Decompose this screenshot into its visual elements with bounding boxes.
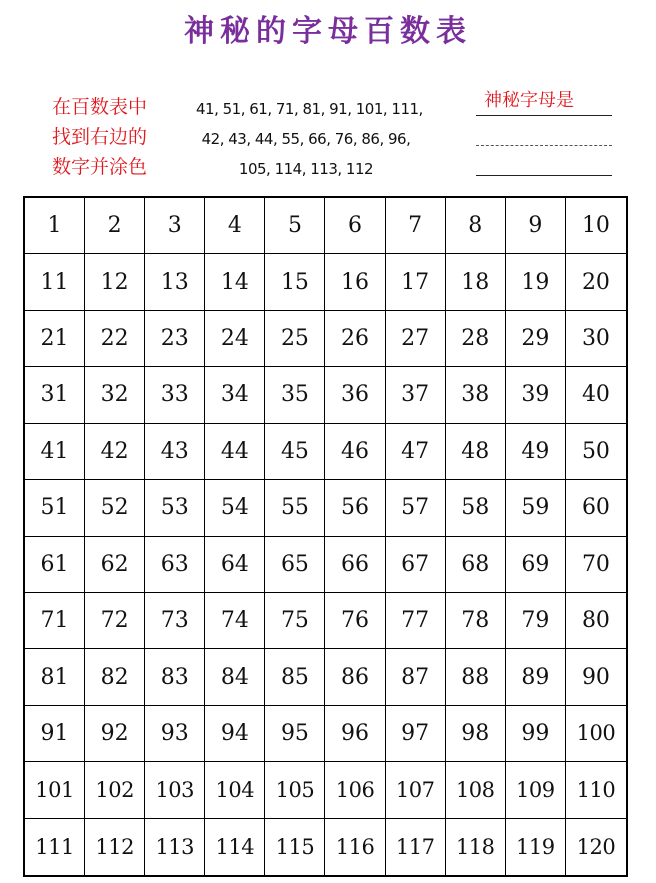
grid-cell[interactable]: 115 (265, 819, 325, 875)
grid-cell[interactable]: 85 (265, 649, 325, 705)
grid-cell[interactable]: 111 (25, 819, 85, 875)
numbers-line: 41, 51, 61, 71, 81, 91, 101, 111, (196, 100, 423, 118)
grid-cell[interactable]: 18 (446, 254, 506, 310)
grid-cell[interactable]: 51 (25, 480, 85, 536)
grid-cell[interactable]: 117 (386, 819, 446, 875)
grid-cell[interactable]: 38 (446, 367, 506, 423)
grid-cell[interactable]: 73 (145, 593, 205, 649)
grid-cell[interactable]: 54 (205, 480, 265, 536)
grid-cell[interactable]: 96 (325, 706, 385, 762)
grid-cell[interactable]: 109 (506, 762, 566, 818)
grid-cell[interactable]: 50 (566, 424, 626, 480)
numbers-line: 42, 43, 44, 55, 66, 76, 86, 96, (201, 130, 411, 148)
grid-cell[interactable]: 39 (506, 367, 566, 423)
grid-cell[interactable]: 81 (25, 649, 85, 705)
grid-cell[interactable]: 95 (265, 706, 325, 762)
grid-cell[interactable]: 13 (145, 254, 205, 310)
grid-cell[interactable]: 108 (446, 762, 506, 818)
grid-cell[interactable]: 34 (205, 367, 265, 423)
grid-cell[interactable]: 55 (265, 480, 325, 536)
grid-cell[interactable]: 110 (566, 762, 626, 818)
grid-cell[interactable]: 52 (85, 480, 145, 536)
grid-cell[interactable]: 72 (85, 593, 145, 649)
grid-cell[interactable]: 102 (85, 762, 145, 818)
grid-cell[interactable]: 5 (265, 198, 325, 254)
grid-cell[interactable]: 68 (446, 537, 506, 593)
grid-cell[interactable]: 94 (205, 706, 265, 762)
grid-cell[interactable]: 104 (205, 762, 265, 818)
grid-cell[interactable]: 88 (446, 649, 506, 705)
grid-cell[interactable]: 2 (85, 198, 145, 254)
grid-cell[interactable]: 35 (265, 367, 325, 423)
grid-cell[interactable]: 91 (25, 706, 85, 762)
grid-cell[interactable]: 4 (205, 198, 265, 254)
grid-cell[interactable]: 67 (386, 537, 446, 593)
hundred-chart-grid (23, 196, 628, 877)
grid-cell[interactable]: 106 (325, 762, 385, 818)
grid-cell[interactable]: 53 (145, 480, 205, 536)
grid-cell[interactable]: 27 (386, 311, 446, 367)
grid-cell[interactable]: 70 (566, 537, 626, 593)
grid-cell[interactable]: 77 (386, 593, 446, 649)
grid-cell[interactable]: 82 (85, 649, 145, 705)
answer-line[interactable] (476, 115, 612, 116)
grid-cell[interactable]: 119 (506, 819, 566, 875)
grid-cell[interactable]: 60 (566, 480, 626, 536)
grid-cell[interactable]: 46 (325, 424, 385, 480)
instruction-line: 数字并涂色 (52, 156, 148, 178)
grid-cell[interactable]: 93 (145, 706, 205, 762)
grid-cell[interactable]: 99 (506, 706, 566, 762)
grid-cell[interactable]: 48 (446, 424, 506, 480)
grid-cell[interactable]: 65 (265, 537, 325, 593)
grid-cell[interactable]: 118 (446, 819, 506, 875)
grid-cell[interactable]: 56 (325, 480, 385, 536)
numbers-line: 105, 114, 113, 112 (238, 160, 374, 178)
grid-cell[interactable]: 21 (25, 311, 85, 367)
grid-cell[interactable]: 40 (566, 367, 626, 423)
grid-cell[interactable]: 47 (386, 424, 446, 480)
grid-cell[interactable]: 33 (145, 367, 205, 423)
grid-cell[interactable]: 71 (25, 593, 85, 649)
grid-cell[interactable]: 43 (145, 424, 205, 480)
grid-cell[interactable]: 8 (446, 198, 506, 254)
grid-cell[interactable]: 69 (506, 537, 566, 593)
grid-cell[interactable]: 112 (85, 819, 145, 875)
grid-cell[interactable]: 89 (506, 649, 566, 705)
grid-cell[interactable]: 116 (325, 819, 385, 875)
answer-guide-line (476, 145, 612, 146)
grid-cell[interactable]: 61 (25, 537, 85, 593)
grid-cell[interactable]: 78 (446, 593, 506, 649)
instruction-line: 找到右边的 (52, 126, 148, 148)
grid-cell[interactable]: 97 (386, 706, 446, 762)
grid-cell[interactable]: 84 (205, 649, 265, 705)
grid-cell[interactable]: 15 (265, 254, 325, 310)
grid-cell[interactable]: 22 (85, 311, 145, 367)
grid-cell[interactable]: 83 (145, 649, 205, 705)
grid-cell[interactable]: 30 (566, 311, 626, 367)
grid-cell[interactable]: 3 (145, 198, 205, 254)
grid-cell[interactable]: 31 (25, 367, 85, 423)
grid-cell[interactable]: 107 (386, 762, 446, 818)
grid-cell[interactable]: 37 (386, 367, 446, 423)
grid-cell[interactable]: 57 (386, 480, 446, 536)
grid-cell[interactable]: 23 (145, 311, 205, 367)
grid-cell[interactable]: 25 (265, 311, 325, 367)
grid-cell[interactable]: 45 (265, 424, 325, 480)
grid-cell[interactable]: 36 (325, 367, 385, 423)
grid-cell[interactable]: 105 (265, 762, 325, 818)
grid-cell[interactable]: 14 (205, 254, 265, 310)
instruction-line: 在百数表中 (52, 96, 148, 118)
grid-cell[interactable]: 17 (386, 254, 446, 310)
grid-cell[interactable]: 11 (25, 254, 85, 310)
grid-cell[interactable]: 12 (85, 254, 145, 310)
instructions (52, 92, 147, 182)
grid-cell[interactable]: 16 (325, 254, 385, 310)
answer-label: 神秘字母是 (484, 90, 574, 111)
grid-cell[interactable]: 90 (566, 649, 626, 705)
grid-cell[interactable]: 103 (145, 762, 205, 818)
grid-cell[interactable]: 79 (506, 593, 566, 649)
grid-cell[interactable]: 114 (205, 819, 265, 875)
grid-cell[interactable]: 64 (205, 537, 265, 593)
grid-cell[interactable]: 9 (506, 198, 566, 254)
grid-cell[interactable]: 28 (446, 311, 506, 367)
grid-cell[interactable]: 86 (325, 649, 385, 705)
grid-cell[interactable]: 100 (566, 706, 626, 762)
grid-cell[interactable]: 120 (576, 834, 616, 859)
grid-cell[interactable]: 75 (265, 593, 325, 649)
grid-cell[interactable]: 29 (506, 311, 566, 367)
grid-cell[interactable]: 66 (325, 537, 385, 593)
grid-cell[interactable]: 62 (85, 537, 145, 593)
grid-cell[interactable]: 76 (325, 593, 385, 649)
grid-cell[interactable]: 87 (386, 649, 446, 705)
grid-cell[interactable]: 19 (506, 254, 566, 310)
grid-cell[interactable]: 32 (85, 367, 145, 423)
grid-cell[interactable]: 20 (566, 254, 626, 310)
grid-cell[interactable]: 59 (506, 480, 566, 536)
grid-cell[interactable]: 49 (506, 424, 566, 480)
grid-cell[interactable]: 101 (25, 762, 85, 818)
grid-cell[interactable]: 7 (386, 198, 446, 254)
numbers-to-color (196, 94, 423, 184)
grid-cell[interactable]: 24 (205, 311, 265, 367)
grid-cell[interactable]: 1 (25, 198, 85, 254)
grid-cell[interactable]: 26 (325, 311, 385, 367)
grid-cell[interactable]: 10 (566, 198, 626, 254)
grid-cell[interactable]: 6 (325, 198, 385, 254)
grid-cell[interactable]: 41 (25, 424, 85, 480)
grid-cell[interactable]: 63 (145, 537, 205, 593)
grid-cell[interactable]: 44 (205, 424, 265, 480)
grid-cell[interactable]: 92 (85, 706, 145, 762)
grid-cell[interactable]: 42 (85, 424, 145, 480)
grid-cell[interactable]: 58 (446, 480, 506, 536)
grid-cell[interactable]: 80 (566, 593, 626, 649)
grid-cell[interactable]: 98 (446, 706, 506, 762)
answer-line[interactable] (476, 175, 612, 176)
worksheet-title: 神秘的字母百数表 (184, 14, 472, 49)
grid-cell[interactable]: 74 (205, 593, 265, 649)
grid-cell[interactable]: 113 (145, 819, 205, 875)
